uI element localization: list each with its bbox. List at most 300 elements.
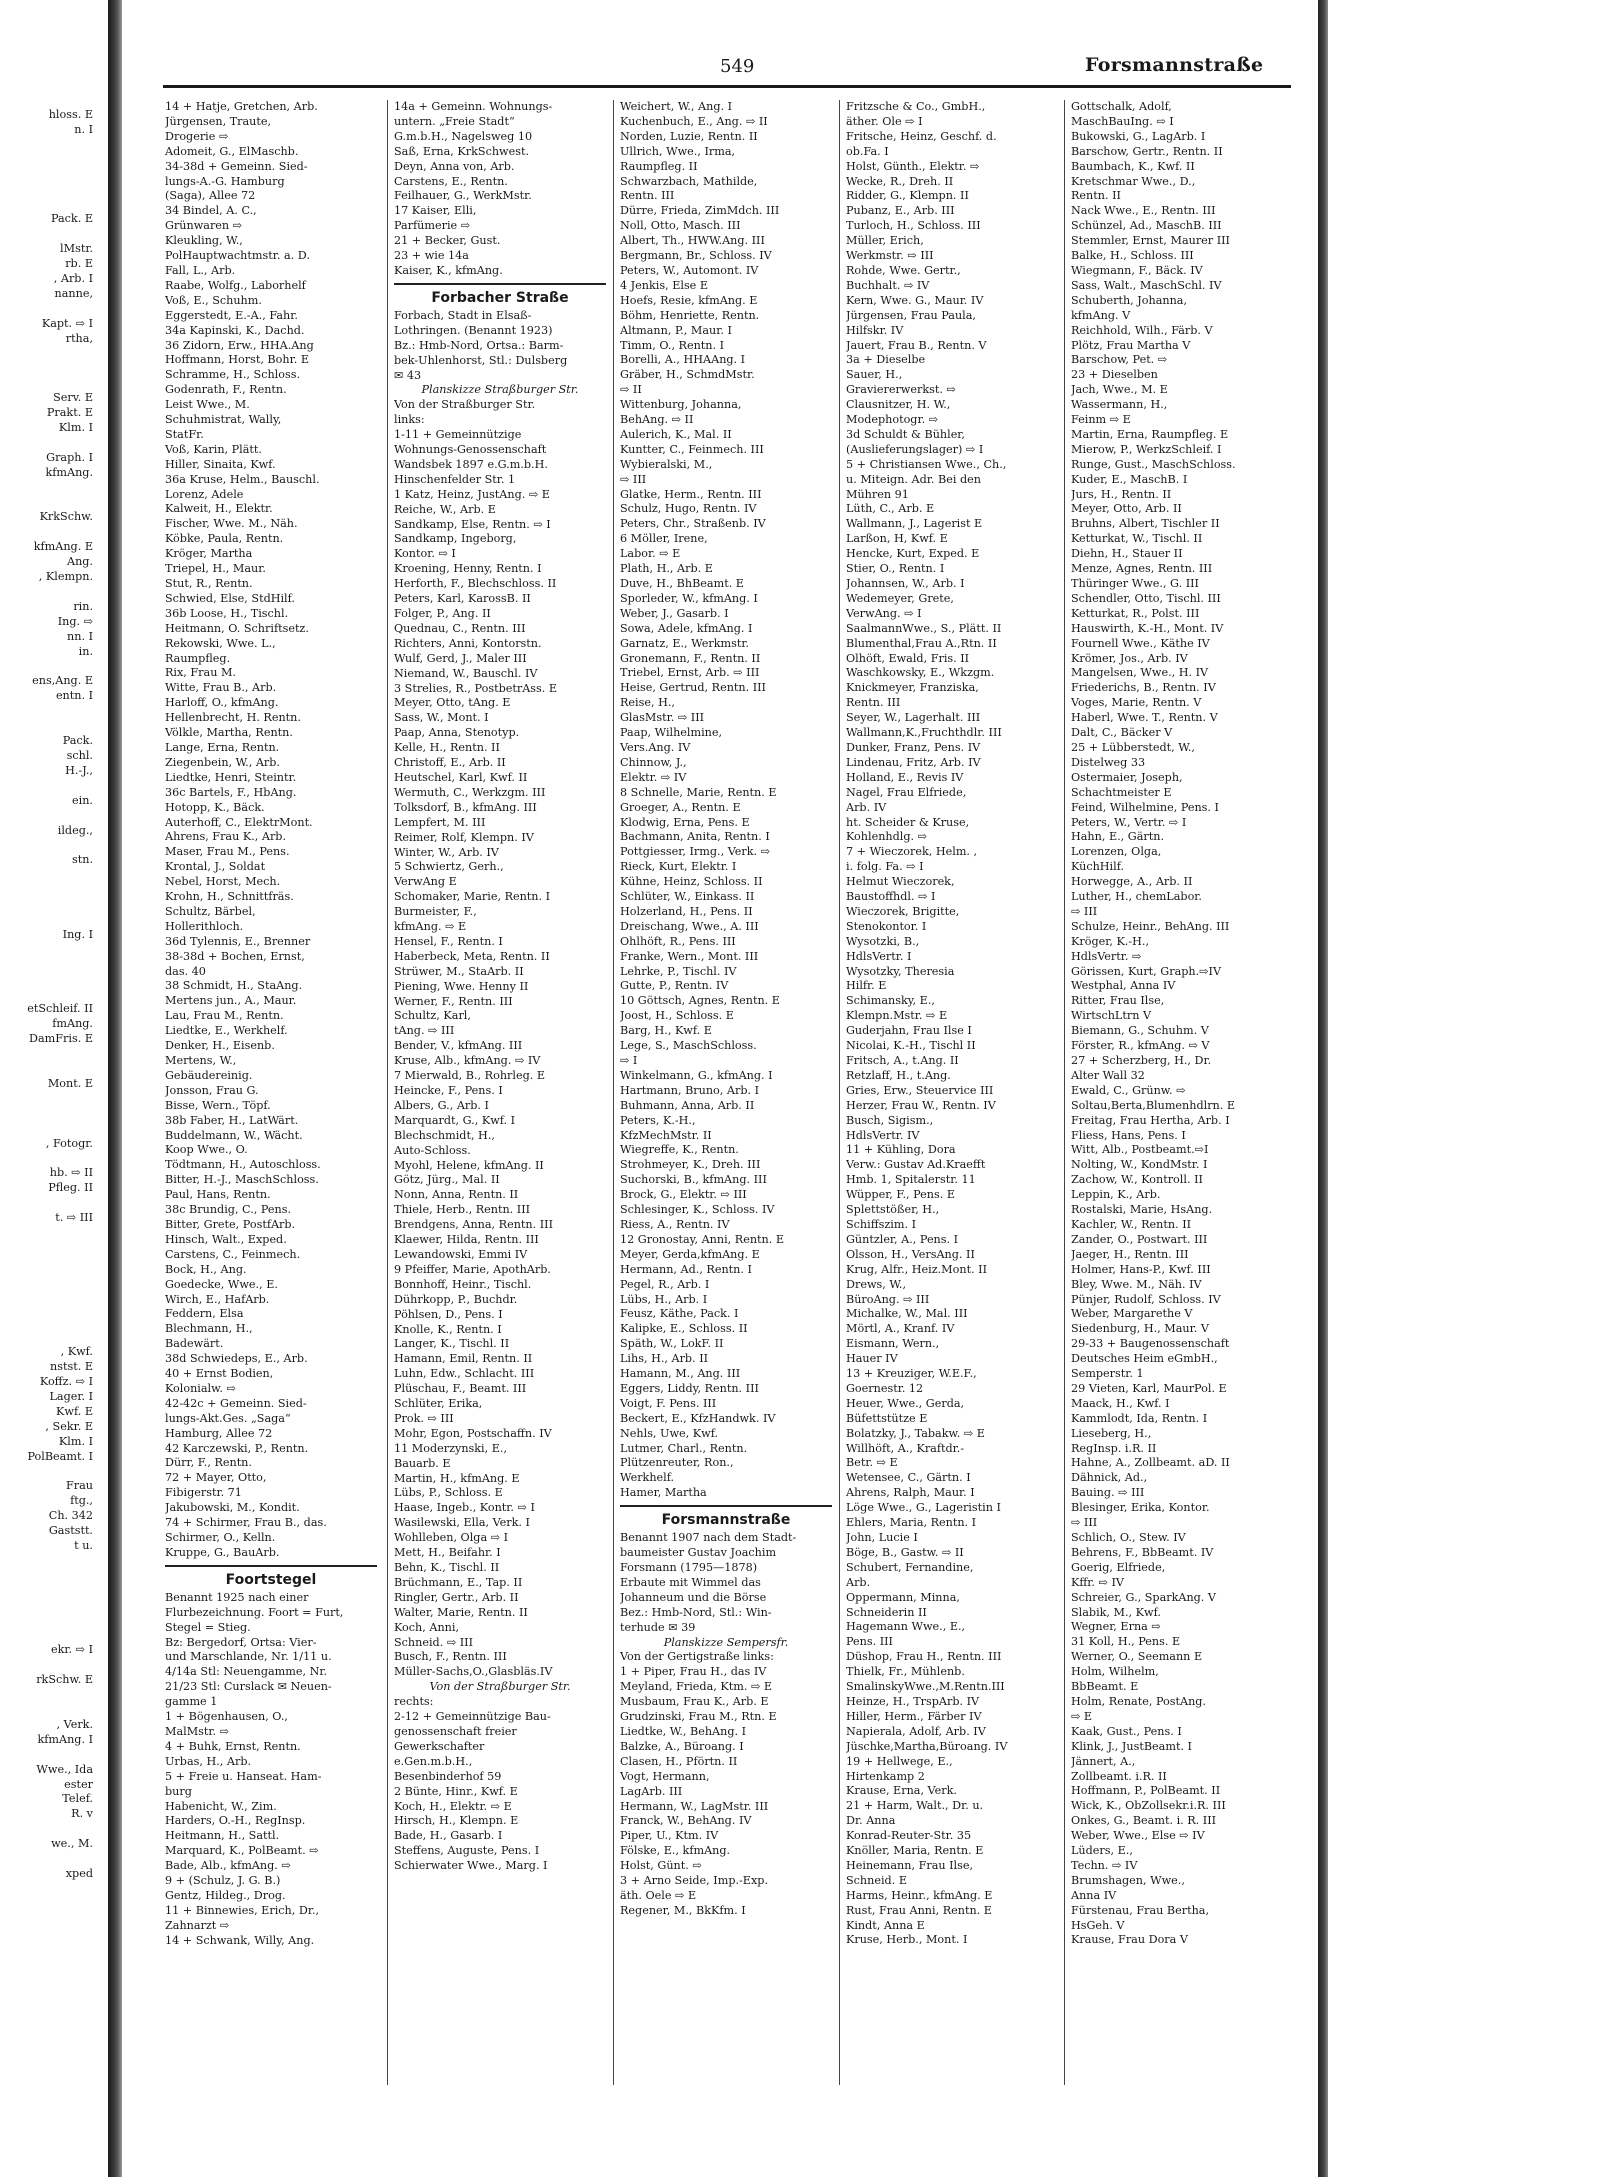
fragment-line: Lager. I	[49, 1389, 93, 1403]
directory-entry: 17 Kaiser, Elli,	[394, 204, 477, 218]
directory-entry: Barg, H., Kwf. E	[620, 1024, 712, 1038]
directory-entry: Förster, R., kfmAng. ⇨ V	[1071, 1039, 1210, 1053]
directory-entry: Schlüter, Erika,	[394, 1397, 483, 1411]
directory-entry: Voß, Karin, Plätt.	[165, 442, 262, 456]
directory-entry: Blechmann, H.,	[165, 1322, 253, 1336]
directory-entry: 9 + (Schulz, J. G. B.)	[165, 1874, 281, 1888]
directory-entry: VerwAng. ⇨ I	[846, 606, 922, 620]
directory-entry: John, Lucie I	[846, 1531, 918, 1544]
directory-entry: Quednau, C., Rentn. III	[394, 621, 526, 635]
directory-entry: burg	[165, 1784, 192, 1798]
directory-entry: Hoefs, Resie, kfmAng. E	[620, 293, 758, 307]
fragment-line	[0, 1703, 105, 1718]
directory-entry: Horwegge, A., Arb. II	[1071, 875, 1193, 889]
directory-entry: Albers, G., Arb. I	[394, 1098, 489, 1112]
directory-entry: Knickmeyer, Franziska,	[846, 681, 979, 695]
directory-entry: Holst, Günth., Elektr. ⇨	[846, 159, 980, 173]
column-5	[1071, 100, 1283, 2090]
directory-entry: Freitag, Frau Hertha, Arb. I	[1071, 1113, 1230, 1127]
directory-entry: Badewärt.	[165, 1337, 224, 1351]
directory-entry: 25 + Lübberstedt, W.,	[1071, 740, 1195, 754]
directory-entry: Wulf, Gerd, J., Maler III	[394, 651, 527, 665]
fragment-line: etSchleif. II	[27, 1002, 93, 1016]
directory-entry: Kalweit, H., Elektr.	[165, 502, 273, 516]
directory-entry: Mett, H., Beifahr. I	[394, 1546, 501, 1560]
directory-entry: Verw.: Gustav Ad.Kraefft	[846, 1158, 986, 1172]
directory-entry: 31 Koll, H., Pens. E	[1071, 1635, 1181, 1649]
directory-entry: Wohnungs-Genossenschaft	[394, 443, 547, 457]
column-2	[394, 100, 606, 2090]
directory-entry: Paap, Anna, Stenotyp.	[394, 726, 520, 740]
directory-entry: Ketturkat, W., Tischl. II	[1071, 532, 1203, 546]
directory-entry: Leist Wwe., M.	[165, 398, 250, 412]
directory-entry: Müller-Sachs,O.,Glasbläs.IV	[394, 1665, 553, 1679]
fragment-line: , Klempn.	[38, 570, 93, 584]
directory-entry: 21 + Harm, Walt., Dr. u.	[846, 1799, 984, 1813]
directory-entry: Myohl, Helene, kfmAng. II	[394, 1158, 544, 1172]
fragment-line: ekr. ⇨ I	[51, 1643, 93, 1657]
directory-entry: Lutmer, Charl., Rentn.	[620, 1441, 748, 1455]
directory-entry: Christoff, E., Arb. II	[394, 756, 506, 770]
fragment-line: PolBeamt. I	[27, 1449, 93, 1463]
directory-entry: Schlüter, W., Einkass. II	[620, 890, 755, 904]
directory-entry: Lempfert, M. III	[394, 815, 486, 829]
directory-entry: Schramme, H., Schloss.	[165, 368, 301, 382]
directory-entry: Kleukling, W.,	[165, 234, 243, 248]
directory-entry: Schulz, Hugo, Rentn. IV	[620, 502, 757, 516]
directory-entry: Holm, Wilhelm,	[1071, 1665, 1159, 1679]
directory-entry: Stemmler, Ernst, Maurer III	[1071, 234, 1230, 248]
directory-entry: Willhöft, A., Kraftdr.-	[846, 1441, 965, 1455]
directory-entry: Hirsch, H., Klempn. E	[394, 1814, 519, 1828]
directory-entry: Holmer, Hans-P., Kwf. III	[1071, 1262, 1211, 1276]
fragment-line: ftg.,	[70, 1494, 93, 1508]
directory-entry: Fischer, Wwe. M., Näh.	[165, 517, 298, 531]
directory-entry: 7 Mierwald, B., Rohrleg. E	[394, 1069, 546, 1083]
directory-entry: Hiller, Sinaita, Kwf.	[165, 457, 276, 471]
fragment-line	[0, 1688, 105, 1703]
directory-entry: Sandkamp, Else, Rentn. ⇨ I	[394, 517, 551, 531]
section-note: Von der Straßburger Str.	[429, 1680, 571, 1694]
directory-entry: 29 Vieten, Karl, MaurPol. E	[1071, 1381, 1227, 1395]
fragment-line: rkSchw. E	[36, 1673, 93, 1687]
directory-entry: Gräber, H., SchmdMstr.	[620, 368, 755, 382]
fragment-line	[0, 1614, 105, 1629]
directory-entry: Rohde, Wwe. Gertr.,	[846, 263, 961, 277]
directory-entry: Stier, O., Rentn. I	[846, 562, 945, 576]
directory-entry: Meyer, Otto, Arb. II	[1071, 502, 1182, 516]
directory-entry: Kaiser, K., kfmAng.	[394, 263, 503, 277]
directory-entry: SaalmannWwe., S., Plätt. II	[846, 621, 1002, 635]
directory-entry: Wassermann, H.,	[1071, 398, 1168, 412]
directory-entry: 4/14a Stl: Neuengamme, Nr.	[165, 1665, 328, 1679]
directory-entry: Lorenz, Adele	[165, 487, 244, 501]
directory-entry: Wandsbek 1897 e.G.m.b.H.	[394, 457, 548, 471]
directory-entry: Schuhmistrat, Wally,	[165, 413, 282, 427]
directory-entry: Sandkamp, Ingeborg,	[394, 532, 517, 546]
fragment-line: xped	[65, 1866, 93, 1880]
directory-entry: Eismann, Wern.,	[846, 1337, 940, 1351]
directory-entry: Hiller, Herm., Färber IV	[846, 1709, 982, 1723]
directory-entry: Jännert, A.,	[1071, 1754, 1136, 1768]
directory-entry: 36d Tylennis, E., Brenner	[165, 934, 311, 948]
street-heading: Foortstegel	[165, 1565, 377, 1591]
directory-entry: Bergmann, Br., Schloss. IV	[620, 249, 772, 263]
directory-entry: Burmeister, F.,	[394, 905, 477, 919]
directory-entry: Benannt 1907 nach dem Stadt-	[620, 1531, 797, 1545]
directory-entry: Koch, H., Elektr. ⇨ E	[394, 1799, 512, 1813]
directory-entry: Norden, Luzie, Rentn. II	[620, 129, 758, 143]
directory-entry: Hauer IV	[846, 1352, 898, 1366]
directory-entry: Holland, E., Revis IV	[846, 770, 964, 784]
directory-entry: Thüringer Wwe., G. III	[1071, 577, 1199, 590]
directory-entry: Menze, Agnes, Rentn. III	[1071, 562, 1213, 576]
fragment-line: Kwf. E	[56, 1404, 93, 1418]
directory-entry: Beckert, E., KfzHandwk. IV	[620, 1411, 776, 1425]
directory-entry: ⇨ II	[620, 383, 642, 397]
directory-entry: Lehrke, P., Tischl. IV	[620, 964, 737, 978]
directory-entry: 34 Bindel, A. C.,	[165, 204, 257, 218]
column-divider	[1064, 100, 1065, 2085]
directory-entry: 36c Bartels, F., HbAng.	[165, 785, 297, 799]
fragment-line: n. I	[74, 122, 93, 136]
column-4	[846, 100, 1058, 2090]
directory-entry: 21 + Becker, Gust.	[394, 234, 501, 248]
fragment-line	[0, 719, 105, 734]
directory-entry: Bauarb. E	[394, 1456, 451, 1470]
directory-entry: KfzMechMstr. II	[620, 1128, 712, 1142]
directory-entry: Baustoffhdl. ⇨ I	[846, 890, 936, 904]
fragment-line	[0, 1301, 105, 1316]
fragment-line: lMstr.	[60, 242, 93, 256]
fragment-line	[0, 1658, 105, 1673]
directory-entry: Schuberth, Johanna,	[1071, 293, 1188, 307]
directory-entry: Fritzsche & Co., GmbH.,	[846, 100, 986, 113]
directory-entry: Lübs, H., Arb. I	[620, 1292, 708, 1306]
directory-entry: Vers.Ang. IV	[620, 740, 691, 754]
directory-entry: Buddelmann, W., Wächt.	[165, 1128, 303, 1142]
directory-entry: Hilfr. E	[846, 979, 887, 993]
directory-entry: kfmAng. V	[1071, 308, 1131, 322]
directory-entry: Kelle, H., Rentn. II	[394, 741, 500, 755]
directory-entry: Biemann, G., Schuhm. V	[1071, 1024, 1209, 1038]
fragment-line: nanne,	[54, 286, 93, 300]
column-1	[165, 100, 377, 2090]
directory-entry: Walter, Marie, Rentn. II	[394, 1605, 528, 1619]
directory-entry: Kachler, W., Rentn. II	[1071, 1217, 1192, 1231]
directory-entry: Marquardt, G., Kwf. I	[394, 1113, 516, 1127]
directory-entry: Goedecke, Wwe., E.	[165, 1277, 278, 1291]
fragment-line	[0, 153, 105, 168]
fragment-line	[0, 1315, 105, 1330]
directory-entry: HdlsVertr. IV	[846, 1128, 920, 1142]
directory-entry: Harms, Heinr., kfmAng. E	[846, 1888, 993, 1902]
directory-entry: Sporleder, W., kfmAng. I	[620, 591, 758, 605]
directory-entry: Jürgensen, Frau Paula,	[846, 308, 976, 322]
directory-entry: Lindenau, Fritz, Arb. IV	[846, 755, 981, 769]
fragment-line	[0, 898, 105, 913]
directory-entry: Raabe, Wolfg., Laborhelf	[165, 278, 306, 292]
fragment-line: kfmAng.	[45, 465, 93, 479]
fragment-line	[0, 1584, 105, 1599]
fragment-line: Mont. E	[47, 1076, 93, 1090]
directory-entry: Hamann, M., Ang. III	[620, 1367, 741, 1381]
fragment-line	[0, 1196, 105, 1211]
directory-entry: Friederichs, B., Rentn. IV	[1071, 681, 1216, 695]
directory-entry: Sass, Walt., MaschSchl. IV	[1071, 278, 1222, 292]
directory-entry: Garnatz, E., Werkmstr.	[620, 636, 750, 650]
fragment-line	[0, 704, 105, 719]
directory-entry: Rix, Frau M.	[165, 666, 236, 680]
fragment-line	[0, 779, 105, 794]
directory-entry: Kröger, K.-H.,	[1071, 934, 1150, 948]
directory-entry: Barschow, Gertr., Rentn. II	[1071, 144, 1223, 158]
directory-entry: KüchHilf.	[1071, 860, 1124, 874]
fragment-line: ens,Ang. E	[32, 674, 93, 688]
directory-entry: Klink, J., JustBeamt. I	[1071, 1739, 1192, 1753]
directory-entry: ob.Fa. I	[846, 144, 889, 158]
column-divider	[613, 100, 614, 2085]
directory-entry: Forbach, Stadt in Elsaß-	[394, 308, 532, 322]
directory-entry: Schwied, Else, StdHilf.	[165, 591, 295, 605]
directory-entry: Feinm ⇨ E	[1071, 413, 1131, 427]
directory-entry: Bitter, H.-J., MaschSchloss.	[165, 1173, 319, 1187]
fragment-line	[0, 1047, 105, 1062]
directory-entry: Denker, H., Eisenb.	[165, 1039, 275, 1053]
directory-entry: Mohr, Egon, Postschaffn. IV	[394, 1426, 552, 1440]
directory-entry: 36a Kruse, Helm., Bauschl.	[165, 472, 320, 486]
directory-entry: Liedtke, Henri, Steintr.	[165, 770, 297, 784]
directory-entry: Bz.: Hmb-Nord, Ortsa.: Barm-	[394, 338, 564, 352]
fragment-line: Pack.	[62, 734, 93, 748]
directory-entry: Hamer, Martha	[620, 1486, 707, 1500]
directory-entry: GlasMstr. ⇨ III	[620, 711, 705, 725]
directory-entry: Späth, W., LokF. II	[620, 1337, 724, 1351]
directory-entry: Kuchenbuch, E., Ang. ⇨ II	[620, 114, 768, 128]
directory-entry: Hensel, F., Rentn. I	[394, 934, 503, 948]
directory-entry: Herforth, F., Blechschloss. II	[394, 577, 557, 591]
fragment-line	[0, 183, 105, 198]
directory-entry: Voges, Marie, Rentn. V	[1071, 696, 1202, 710]
directory-entry: Plath, H., Arb. E	[620, 562, 713, 576]
directory-entry: ht. Scheider & Kruse,	[846, 815, 970, 829]
directory-entry: Labor. ⇨ E	[620, 547, 681, 561]
directory-entry: Folger, P., Ang. II	[394, 607, 491, 620]
directory-entry: Witte, Frau B., Arb.	[165, 681, 277, 695]
fragment-line: t. ⇨ III	[55, 1211, 93, 1225]
directory-entry: Fritsche, Heinz, Geschf. d.	[846, 129, 997, 143]
directory-entry: Ringler, Gertr., Arb. II	[394, 1590, 519, 1604]
directory-entry: äth. Oele ⇨ E	[620, 1888, 697, 1902]
directory-entry: Behn, K., Tischl. II	[394, 1561, 500, 1574]
directory-entry: Larßon, H, Kwf. E	[846, 532, 948, 546]
directory-entry: Groeger, A., Rentn. E	[620, 800, 741, 814]
directory-entry: Feddern, Elsa	[165, 1307, 244, 1321]
directory-entry: Dreischang, Wwe., A. III	[620, 919, 759, 933]
directory-entry: Güntzler, A., Pens. I	[846, 1232, 959, 1246]
directory-entry: 74 + Schirmer, Frau B., das.	[165, 1516, 327, 1530]
directory-entry: Peters, K.-H.,	[620, 1113, 696, 1127]
directory-entry: Riess, A., Rentn. IV	[620, 1217, 730, 1231]
directory-entry: 1 + Bögenhausen, O.,	[165, 1710, 288, 1724]
directory-entry: Reiche, W., Arb. E	[394, 502, 496, 516]
directory-entry: Deutsches Heim eGmbH.,	[1071, 1352, 1218, 1366]
directory-entry: Haberl, Wwe. T., Rentn. V	[1071, 711, 1218, 725]
directory-entry: Soltau,Berta,Blumenhdlrn. E	[1071, 1098, 1236, 1112]
directory-entry: Koch, Anni,	[394, 1620, 459, 1634]
directory-entry: Urbas, H., Arb.	[165, 1754, 252, 1768]
fragment-line: Gaststt.	[48, 1524, 93, 1538]
fragment-line: DamFris. E	[29, 1032, 93, 1046]
directory-entry: Zander, O., Postwart. III	[1071, 1232, 1208, 1246]
directory-entry: Musbaum, Frau K., Arb. E	[620, 1695, 769, 1709]
directory-entry: Kolonialw. ⇨	[165, 1381, 236, 1395]
fragment-line: Klm. I	[58, 1434, 93, 1448]
directory-entry: Raumpfleg. II	[620, 159, 698, 173]
directory-entry: Stut, R., Rentn.	[165, 577, 253, 590]
directory-entry: Luther, H., chemLabor.	[1071, 890, 1202, 904]
directory-entry: Ullrich, Wwe., Irma,	[620, 144, 736, 158]
directory-entry: Schneid. E	[846, 1873, 907, 1887]
directory-entry: Mühren 91	[846, 487, 909, 501]
directory-entry: Heinze, H., TrspArb. IV	[846, 1694, 980, 1708]
directory-entry: Kruse, Alb., kfmAng. ⇨ IV	[394, 1054, 541, 1068]
directory-entry: Meyer, Otto, tAng. E	[394, 696, 511, 710]
directory-entry: Werkmstr. ⇨ III	[846, 249, 934, 263]
directory-entry: Eggerstedt, E.-A., Fahr.	[165, 308, 298, 322]
directory-entry: 38b Faber, H., LatWärt.	[165, 1113, 299, 1127]
directory-entry: Ketturkat, R., Polst. III	[1071, 606, 1200, 620]
directory-entry: tAng. ⇨ III	[394, 1024, 455, 1038]
fragment-line: entn. I	[55, 689, 93, 703]
directory-entry: Blechschmidt, H.,	[394, 1128, 495, 1142]
directory-entry: Peters, Chr., Straßenb. IV	[620, 517, 766, 531]
directory-entry: Arb.	[846, 1575, 871, 1589]
directory-entry: Heuer, Wwe., Gerda,	[846, 1396, 965, 1410]
directory-entry: Schünzel, Ad., MaschB. III	[1071, 219, 1222, 233]
directory-entry: Wasilewski, Ella, Verk. I	[394, 1516, 530, 1530]
directory-entry: lungs-Akt.Ges. „Saga“	[165, 1411, 291, 1425]
directory-entry: Martin, Erna, Raumpfleg. E	[1071, 427, 1229, 441]
directory-entry: 8 Schnelle, Marie, Rentn. E	[620, 785, 777, 799]
directory-entry: Godenrath, F., Rentn.	[165, 383, 287, 397]
directory-entry: 9 Pfeiffer, Marie, ApothArb.	[394, 1262, 551, 1276]
directory-entry: Splettstößer, H.,	[846, 1203, 940, 1217]
directory-entry: Wecke, R., Dreh. II	[846, 174, 954, 188]
fragment-line: , Verk.	[56, 1717, 93, 1731]
directory-entry: Clasen, H., Pförtn. II	[620, 1754, 738, 1768]
column-3	[620, 100, 832, 2090]
directory-entry: Napierala, Adolf, Arb. IV	[846, 1724, 986, 1738]
directory-entry: Böge, B., Gastw. ⇨ II	[846, 1545, 964, 1559]
directory-entry: Drogerie ⇨	[165, 129, 229, 143]
directory-entry: 42 Karczewski, P., Rentn.	[165, 1441, 309, 1455]
directory-entry: Busch, Sigism.,	[846, 1113, 934, 1127]
directory-entry: 5 Schwiertz, Gerh.,	[394, 860, 504, 874]
directory-entry: Johannsen, W., Arb. I	[846, 577, 965, 590]
directory-entry: Dr. Anna	[846, 1814, 896, 1828]
fragment-line	[0, 1092, 105, 1107]
directory-entry: Kuder, E., MaschB. I	[1071, 472, 1188, 486]
directory-entry: Schimansky, E.,	[846, 994, 935, 1008]
directory-entry: Steffens, Auguste, Pens. I	[394, 1844, 540, 1858]
directory-entry: Erbaute mit Wimmel das	[620, 1575, 761, 1589]
fragment-line	[0, 1628, 105, 1643]
directory-entry: 42-42c + Gemeinn. Sied-	[165, 1396, 307, 1410]
directory-entry: Oppermann, Minna,	[846, 1590, 960, 1604]
directory-entry: Goernestr. 12	[846, 1381, 924, 1395]
directory-entry: Triepel, H., Maur.	[165, 562, 266, 576]
fragment-line: rin.	[73, 599, 93, 613]
directory-entry: Langer, K., Tischl. II	[394, 1337, 510, 1351]
directory-entry: Gewerkschafter	[394, 1739, 485, 1753]
directory-entry: BehAng. ⇨ II	[620, 413, 694, 427]
directory-entry: Busch, F., Rentn. III	[394, 1650, 507, 1664]
directory-entry: Fölske, E., kfmAng.	[620, 1844, 731, 1858]
directory-entry: Benannt 1925 nach einer	[165, 1590, 309, 1604]
fragment-line	[0, 1330, 105, 1345]
directory-entry: u. Miteign. Adr. Bei den	[846, 472, 981, 486]
directory-entry: Klodwig, Erna, Pens. E	[620, 815, 750, 829]
fragment-line	[0, 660, 105, 675]
directory-entry: Distelweg 33	[1071, 755, 1146, 769]
directory-entry: Nonn, Anna, Rentn. II	[394, 1188, 519, 1202]
fragment-line: Telef.	[62, 1792, 93, 1806]
directory-entry: Jonsson, Frau G.	[165, 1083, 259, 1097]
directory-entry: Kffr. ⇨ IV	[1071, 1575, 1124, 1589]
directory-entry: Hermann, Ad., Rentn. I	[620, 1262, 752, 1276]
directory-entry: Kruppe, G., BauArb.	[165, 1545, 280, 1559]
directory-entry: Hollerithloch.	[165, 919, 244, 933]
directory-entry: Rekowski, Wwe. L.,	[165, 636, 276, 650]
directory-entry: Rust, Frau Anni, Rentn. E	[846, 1903, 992, 1917]
directory-entry: Auterhoff, C., ElektrMont.	[165, 815, 313, 829]
fragment-line	[0, 987, 105, 1002]
directory-entry: Tolksdorf, B., kfmAng. III	[394, 800, 537, 814]
directory-entry: Kalipke, E., Schloss. II	[620, 1322, 748, 1336]
directory-entry: 38 Schmidt, H., StaAng.	[165, 979, 303, 993]
directory-entry: Hagemann Wwe., E.,	[846, 1620, 966, 1634]
directory-entry: Heincke, F., Pens. I	[394, 1084, 503, 1097]
directory-entry: Flurbezeichnung. Foort = Furt,	[165, 1605, 344, 1619]
directory-entry: Feind, Wilhelmine, Pens. I	[1071, 800, 1219, 814]
directory-entry: Strüwer, M., StaArb. II	[394, 964, 524, 978]
fragment-line	[0, 958, 105, 973]
directory-entry: Mangelsen, Wwe., H. IV	[1071, 666, 1209, 680]
fragment-line	[0, 376, 105, 391]
directory-entry: 2 Bünte, Hinr., Kwf. E	[394, 1784, 518, 1798]
directory-entry: 3d Schuldt & Bühler,	[846, 427, 965, 441]
directory-entry: 21/23 Stl: Curslack ✉ Neuen-	[165, 1680, 332, 1694]
directory-entry: Lange, Erna, Rentn.	[165, 740, 280, 754]
directory-entry: Mertens, W.,	[165, 1054, 237, 1067]
directory-entry: Johanneum und die Börse	[620, 1590, 767, 1604]
directory-entry: Blumenthal,Frau A.,Rtn. II	[846, 636, 997, 650]
directory-entry: Bruhns, Albert, Tischler II	[1071, 517, 1220, 531]
directory-entry: Bock, H., Ang.	[165, 1262, 247, 1276]
directory-entry: Schneiderin II	[846, 1605, 927, 1619]
directory-entry: Bz: Bergedorf, Ortsa: Vier-	[165, 1635, 317, 1649]
directory-entry: Kohlenhdlg. ⇨	[846, 830, 927, 844]
directory-entry: Saß, Erna, KrkSchwest.	[394, 144, 530, 158]
directory-entry: Böhm, Henriette, Rentn.	[620, 308, 760, 322]
directory-entry: 3 Strelies, R., PostbetrAss. E	[394, 681, 558, 695]
directory-entry: 72 + Mayer, Otto,	[165, 1471, 267, 1485]
directory-entry: äther. Ole ⇨ I	[846, 114, 923, 128]
fragment-line: Ch. 342	[48, 1509, 93, 1523]
directory-entry: rechts:	[394, 1695, 434, 1709]
directory-entry: ⇨ E	[1071, 1709, 1093, 1723]
